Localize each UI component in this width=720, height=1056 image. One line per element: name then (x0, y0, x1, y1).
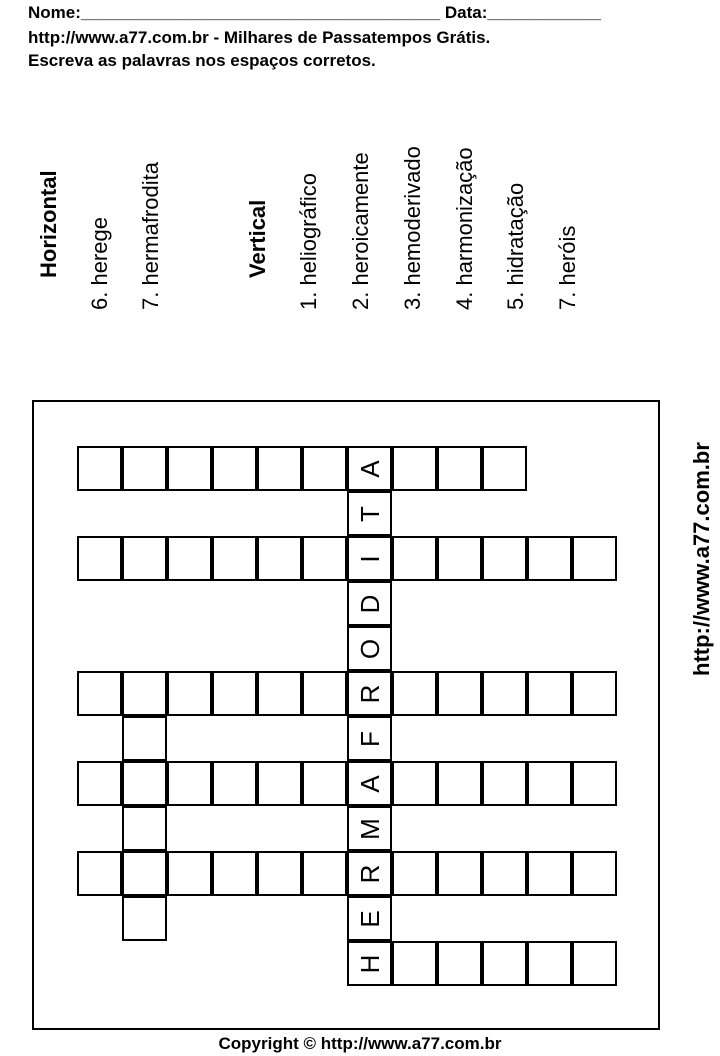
crossword-cell[interactable] (572, 941, 617, 986)
crossword-cell[interactable] (77, 536, 122, 581)
crossword-letter: A (354, 774, 385, 793)
crossword-letter: D (354, 594, 385, 613)
crossword-cell[interactable] (212, 536, 257, 581)
horizontal-title: Horizontal (36, 170, 61, 278)
crossword-cell[interactable] (347, 581, 392, 626)
crossword-cell[interactable] (392, 536, 437, 581)
crossword-cell[interactable] (392, 851, 437, 896)
crossword-cell[interactable] (392, 446, 437, 491)
crossword-cell[interactable] (122, 716, 167, 761)
crossword-cell[interactable] (437, 671, 482, 716)
crossword-cell[interactable] (122, 446, 167, 491)
crossword-cell[interactable] (167, 761, 212, 806)
crossword-letter: H (354, 954, 385, 973)
crossword-letter: A (354, 459, 385, 478)
crossword-cell[interactable] (122, 896, 167, 941)
crossword-cell[interactable] (77, 851, 122, 896)
crossword-cell[interactable] (482, 851, 527, 896)
instructions-line: Escreva as palavras nos espaços corretos. (28, 51, 376, 70)
crossword-cell[interactable] (572, 536, 617, 581)
vertical-clue: 3. hemoderivado (400, 146, 425, 310)
side-url: http://www.a77.com.br (689, 442, 714, 676)
crossword-cell[interactable] (212, 851, 257, 896)
crossword-cell[interactable] (122, 671, 167, 716)
crossword-cell[interactable] (347, 716, 392, 761)
crossword-cell[interactable] (302, 446, 347, 491)
crossword-cell[interactable] (302, 671, 347, 716)
crossword-letter: E (354, 909, 385, 928)
crossword-cell[interactable] (77, 761, 122, 806)
crossword-letter: M (354, 817, 385, 840)
crossword-cell[interactable] (257, 446, 302, 491)
crossword-cell[interactable] (302, 761, 347, 806)
crossword-cell[interactable] (257, 851, 302, 896)
crossword-letter: T (354, 505, 385, 522)
vertical-clue: 7. heróis (555, 225, 580, 310)
crossword-cell[interactable] (257, 761, 302, 806)
crossword-cell[interactable] (482, 446, 527, 491)
crossword-cell[interactable] (257, 536, 302, 581)
crossword-cell[interactable] (167, 536, 212, 581)
crossword-cell[interactable] (167, 446, 212, 491)
crossword-cell[interactable] (77, 446, 122, 491)
crossword-letter: R (354, 684, 385, 703)
crossword-cell[interactable] (347, 851, 392, 896)
crossword-cell[interactable] (212, 671, 257, 716)
crossword-cell[interactable] (167, 671, 212, 716)
crossword-cell[interactable] (527, 671, 572, 716)
crossword-cell[interactable] (347, 446, 392, 491)
horizontal-clue: 6. herege (87, 217, 112, 310)
crossword-cell[interactable] (572, 851, 617, 896)
crossword-cell[interactable] (437, 851, 482, 896)
crossword-cell[interactable] (347, 491, 392, 536)
crossword-cell[interactable] (437, 761, 482, 806)
crossword-cell[interactable] (122, 806, 167, 851)
crossword-letter: I (354, 554, 385, 563)
crossword-cell[interactable] (527, 851, 572, 896)
crossword-cell[interactable] (347, 941, 392, 986)
crossword-letter: O (354, 638, 385, 659)
crossword-cell[interactable] (347, 806, 392, 851)
crossword-letter: R (354, 864, 385, 883)
crossword-cell[interactable] (302, 536, 347, 581)
horizontal-clue: 7. hermafrodita (138, 162, 163, 310)
crossword-cell[interactable] (392, 761, 437, 806)
vertical-clue: 2. heroicamente (348, 152, 373, 310)
crossword-cell[interactable] (122, 536, 167, 581)
crossword-cell[interactable] (437, 941, 482, 986)
crossword-cell[interactable] (437, 536, 482, 581)
vertical-title: Vertical (245, 199, 270, 278)
crossword-cell[interactable] (527, 941, 572, 986)
crossword-cell[interactable] (392, 941, 437, 986)
crossword-cell[interactable] (527, 761, 572, 806)
crossword-cell[interactable] (482, 941, 527, 986)
crossword-cell[interactable] (122, 851, 167, 896)
footer-copyright: Copyright © http://www.a77.com.br (218, 1034, 502, 1053)
crossword-cell[interactable] (482, 671, 527, 716)
crossword-cell[interactable] (482, 761, 527, 806)
crossword-cell[interactable] (77, 671, 122, 716)
crossword-cell[interactable] (122, 761, 167, 806)
crossword-cell[interactable] (572, 761, 617, 806)
site-url-line: http://www.a77.com.br - Milhares de Passatempos Grátis. (28, 28, 491, 47)
vertical-clue: 4. harmonização (452, 147, 477, 310)
crossword-cell[interactable] (302, 851, 347, 896)
crossword-cell[interactable] (437, 446, 482, 491)
vertical-clue: 1. heliográfico (296, 173, 321, 310)
crossword-cell[interactable] (347, 671, 392, 716)
crossword-cell[interactable] (212, 446, 257, 491)
crossword-cell[interactable] (257, 671, 302, 716)
crossword-cell[interactable] (527, 536, 572, 581)
crossword-cell[interactable] (572, 671, 617, 716)
vertical-clue: 5. hidratação (503, 182, 528, 310)
crossword-letter: F (354, 730, 385, 747)
crossword-cell[interactable] (347, 536, 392, 581)
crossword-cell[interactable] (347, 626, 392, 671)
crossword-cell[interactable] (347, 896, 392, 941)
crossword-cell[interactable] (212, 761, 257, 806)
crossword-cell[interactable] (167, 851, 212, 896)
name-date-line: Nome:______________________________________ Data:____________ (28, 3, 601, 22)
crossword-cell[interactable] (392, 671, 437, 716)
crossword-cell[interactable] (482, 536, 527, 581)
crossword-cell[interactable] (347, 761, 392, 806)
